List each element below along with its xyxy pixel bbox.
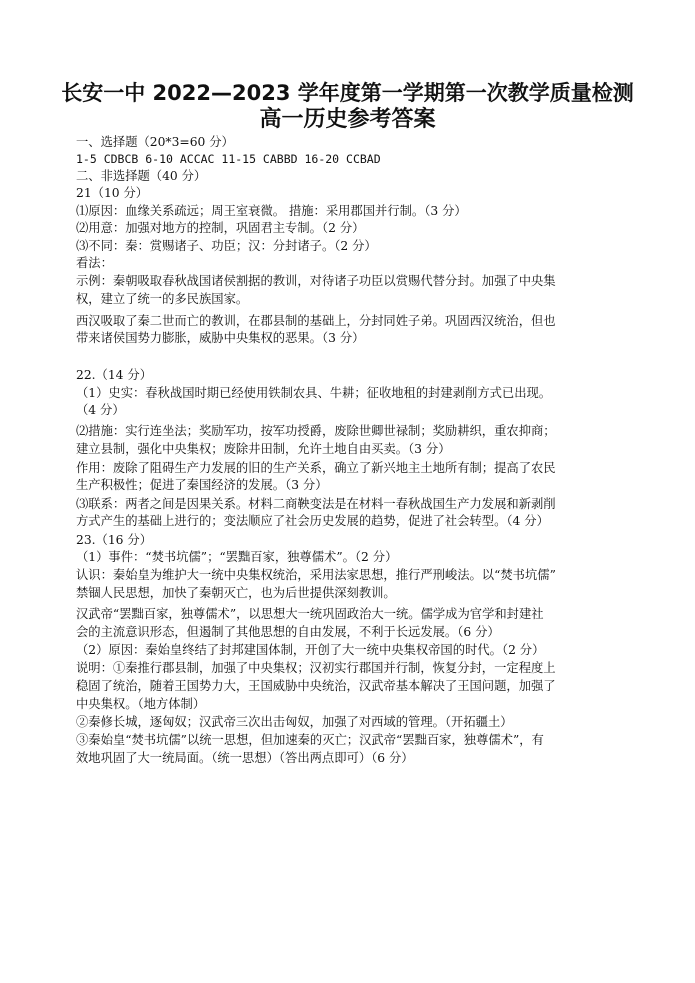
q23-line: （1）事件：“焚书坑儒”；“罢黜百家，独尊儒术”。（2 分） [76,550,398,564]
q23-line: 认识：秦始皇为维护大一统中央集权统治，采用法家思想，推行严刑峻法。以“焚书坑儒” [76,568,556,582]
section-heading-choice: 一、选择题（20*3=60 分） [76,135,234,149]
q23-line: 汉武帝“罢黜百家，独尊儒术”，以思想大一统巩固政治大一统。儒学成为官学和封建社 [76,607,544,621]
q21-line: 看法： [76,256,113,270]
q23-line: 稳固了统治，随着王国势力大，王国威胁中央统治，汉武帝基本解决了王国问题，加强了 [76,679,556,693]
q21-heading: 21（10 分） [76,186,149,200]
document-title: 长安一中 2022—2023 学年度第一学期第一次教学质量检测 [61,81,634,105]
q23-line: 说明：①秦推行郡县制，加强了中央集权；汉初实行郡国并行制，恢复分封，一定程度上 [76,661,556,675]
section-heading-nonchoice: 二、非选择题（40 分） [76,169,207,183]
q21-line: ⑴原因：血缘关系疏远；周王室衰微。 措施：采用郡国并行制。（3 分） [76,204,467,218]
q21-line: 带来诸侯国势力膨胀，威胁中央集权的恶果。（3 分） [76,331,365,345]
q23-line: （2）原因：秦始皇终结了封邦建国体制，开创了大一统中央集权帝国的时代。（2 分） [76,643,545,657]
q23-heading: 23.（16 分） [76,533,153,547]
q22-line: 建立县制，强化中央集权；废除井田制，允许土地自由买卖。（3 分） [76,442,451,456]
q22-heading: 22.（14 分） [76,368,153,382]
q22-line: 方式产生的基础上进行的；变法顺应了社会历史发展的趋势，促进了社会转型。（4 分） [76,514,549,528]
q23-line: 中央集权。（地方体制） [76,697,206,711]
choice-answers: 1-5 CDBCB 6-10 ACCAC 11-15 CABBD 16-20 CCBAD [76,152,381,166]
q22-line: （4 分） [76,403,125,417]
q23-line: 禁锢人民思想，加快了秦朝灭亡，也为后世提供深刻教训。 [76,586,396,600]
q22-line: ⑵措施：实行连坐法；奖励军功，按军功授爵，废除世卿世禄制；奖励耕织，重农抑商； [76,424,556,438]
q23-line: ③秦始皇“焚书坑儒”以统一思想，但加速秦的灭亡；汉武帝“罢黜百家，独尊儒术”，有 [76,733,544,747]
q22-line: ⑶联系：两者之间是因果关系。材料二商鞅变法是在材料一春秋战国生产力发展和新剥削 [76,497,556,511]
document-subtitle: 高一历史参考答案 [259,107,436,132]
q23-line: 会的主流意识形态，但遏制了其他思想的自由发展，不利于长远发展。（6 分） [76,625,500,639]
q21-line: ⑶不同：秦：赏赐诸子、功臣；汉：分封诸子。（2 分） [76,239,377,253]
q23-line: ②秦修长城，逐匈奴；汉武帝三次出击匈奴，加强了对西域的管理。（开拓疆土） [76,715,513,729]
q22-line: （1）史实：春秋战国时期已经使用铁制农具、牛耕；征收地租的封建剥削方式已出现。 [76,386,552,400]
q23-line: 效地巩固了大一统局面。（统一思想）（答出两点即可）（6 分） [76,751,414,765]
q22-line: 作用：废除了阻碍生产力发展的旧的生产关系，确立了新兴地主土地所有制；提高了农民 [76,461,556,475]
q21-line: ⑵用意：加强对地方的控制，巩固君主专制。（2 分） [76,221,365,235]
q21-line: 示例：秦朝吸取春秋战国诸侯割据的教训，对待诸子功臣以赏赐代替分封。加强了中央集 [76,274,556,288]
q22-line: 生产积极性；促进了秦国经济的发展。（3 分） [76,478,328,492]
q21-line: 西汉吸取了秦二世而亡的教训，在郡县制的基础上，分封同姓子弟。巩固西汉统治，但也 [76,314,556,328]
q21-line: 权，建立了统一的多民族国家。 [76,292,249,306]
